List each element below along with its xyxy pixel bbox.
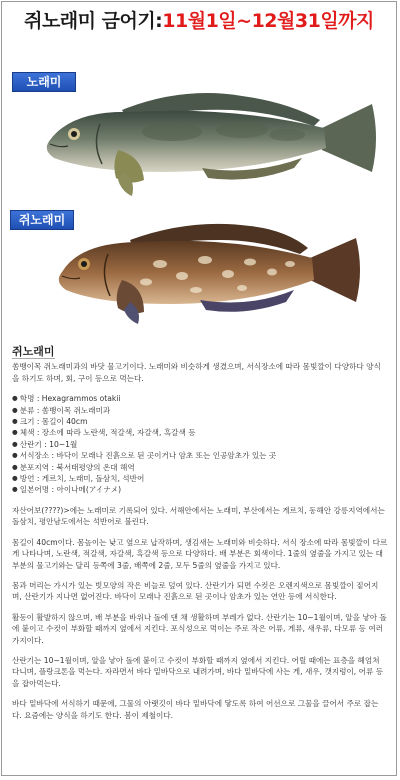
- title-prefix: 쥐노래미 금어기:: [24, 10, 163, 32]
- article-paragraph-behavior: 활동이 활발하지 않으며, 배 부분을 바위나 돌에 댄 채 생활하며 부레가 없다. 산란기는 10~1월이며, 알을 낳아 돌에 붙이고 수컷이 부화할 때까지 옆에서 지킨다. 포식성으로 먹이는 주로 작은 어류, 게류, 새우류, 다모류 등 여러 가지이다.: [12, 612, 387, 645]
- fact-body-color: ● 체색 : 장소에 따라 노란색, 적갈색, 자갈색, 흑갈색 등: [12, 427, 388, 438]
- jwinoraemi-fish-image: [50, 214, 366, 326]
- fact-list: [12, 393, 388, 496]
- article-paragraph-scales: 몸과 머리는 가시가 있는 빗모양의 작은 비늘로 덮여 있다. 산란기가 되면 수컷은 오렌지색으로 몸빛깔이 짙어지며, 산란기가 지나면 없어진다. 바닥이 모래나 진흙으로 된 곳이나 암초가 있는 연안 등에 서식한다.: [12, 580, 379, 602]
- article-paragraph-names: 자산어보(????)>에는 노래미로 기록되어 있다. 서해안에서는 노래미, 부산에서는 게르치, 동해안 강릉지역에서는 돌삼치, 평안남도에서는 석반어로 불린다.: [12, 505, 385, 527]
- fact-habitat: ● 서식장소 : 바닥이 모래나 진흙으로 된 곳이거나 암초 또는 인공암초가 있는 곳: [12, 450, 388, 461]
- article-intro: 쏨뱅이목 쥐노래미과의 바닷 물고기이다. 노래미와 비슷하게 생겼으며, 서식장소에 따라 몸빛깔이 다양하다 양식을 하기도 하며, 회, 구이 등으로 먹는다.: [12, 362, 381, 383]
- article-heading: 쥐노래미: [12, 345, 55, 358]
- fact-spawning-season: ● 산란기 : 10~1월: [12, 439, 388, 450]
- label-noraemi: 노래미: [12, 72, 76, 92]
- fact-scientific-name: ● 학명 : Hexagrammos otakii: [12, 393, 388, 404]
- fact-distribution: ● 분포지역 : 북서태평양의 온대 해역: [12, 462, 388, 473]
- fact-dialect-names: ● 방언 : 게르치, 노래미, 돌삼치, 석반어: [12, 473, 388, 484]
- label-jwinoraemi: 쥐노래미: [10, 210, 74, 230]
- page-frame: [1, 1, 397, 776]
- closed-season-period: 11월1일~12월31일까지: [162, 10, 374, 32]
- article-paragraph-spawning: 산란기는 10~1월이며, 알을 낳아 돌에 붙이고 수컷이 부화할 때까지 옆에서 지킨다. 어릴 때에는 표층을 헤엄쳐 다니며, 플랑크톤을 먹는다. 자라면서 바다 밑바닥으로 내려가며, 바다 밑바닥에 사는 게, 새우, 갯지렁이, 어류 등을 잡아먹는다.: [12, 655, 384, 688]
- page-title: [2, 6, 396, 33]
- fact-classification: ● 분류 : 쏨뱅이목 쥐노래미과: [12, 405, 388, 416]
- article-paragraph-fishing: 바다 밑바닥에 서식하기 때문에, 그물의 아랫깃이 바다 밑바닥에 닿도록 하여 어선으로 그물을 끌어서 주로 잡는다. 요즘에는 양식을 하기도 한다. 봄이 제철이다.: [12, 699, 379, 720]
- fact-size: ● 크기 : 몸길이 40cm: [12, 416, 388, 427]
- article-paragraph-appearance: 몸길이 40cm이다. 몸높이는 낮고 옆으로 납작하며, 생김새는 노래미와 비슷하다. 서식 장소에 따라 몸빛깔이 다르게 나타나며, 노란색, 적갈색, 자갈색, 흑갈색 등으로 다양하다. 배 부분은 회색이다. 1줄의 옆줄을 가지고 있는 대부분의 물고기와는 달리 등쪽에 3줄, 배쪽에 2줄, 모두 5줄의 옆줄을 가지고 있다.: [12, 537, 388, 570]
- fact-japanese-name: ● 일본어명 : 아이나메(アイナメ): [12, 484, 388, 495]
- noraemi-fish-image: [32, 80, 384, 200]
- article-body: [12, 346, 388, 730]
